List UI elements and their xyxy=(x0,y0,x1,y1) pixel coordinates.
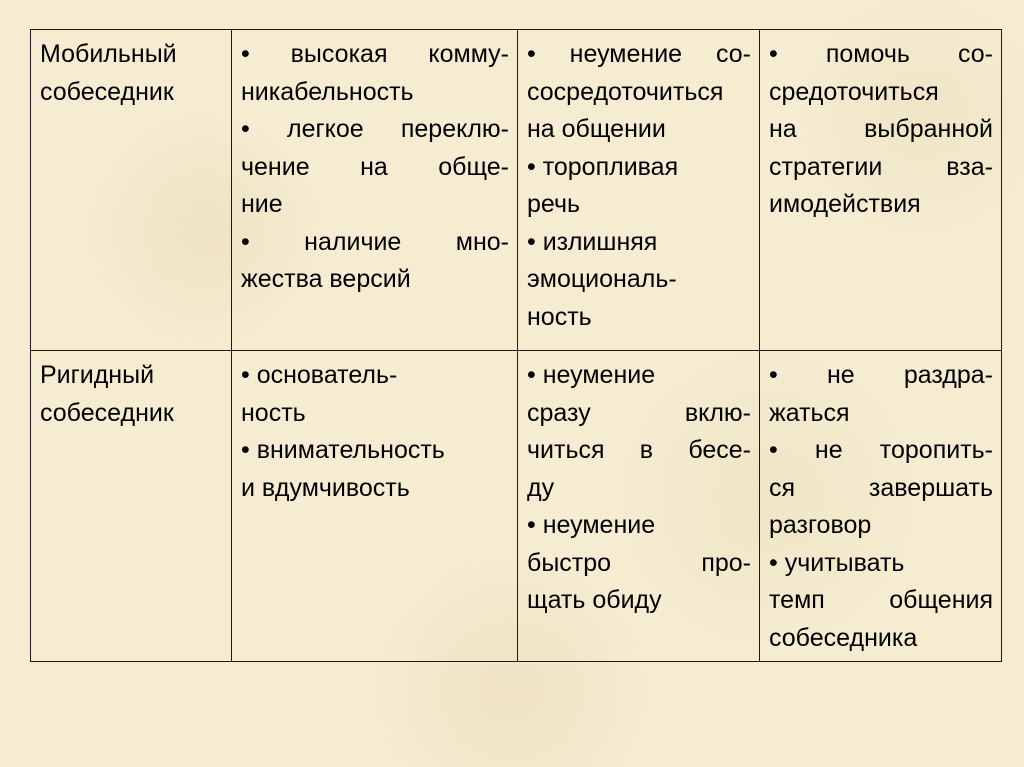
cell-text-line: • помочь со- xyxy=(769,40,993,68)
cell-text-line: сосредоточиться xyxy=(527,77,724,106)
cell-text-line: • внимательность xyxy=(241,436,445,464)
cell-text-line: сразу вклю- xyxy=(527,398,751,427)
row-label-line: собеседник xyxy=(40,77,174,106)
rigid-recommendations-cell xyxy=(760,351,1002,662)
cell-text-line: ность xyxy=(527,302,592,331)
cell-text-line: • основатель- xyxy=(241,361,398,389)
cell-text-line: эмоциональ- xyxy=(527,265,677,293)
cell-text-line: • неумение со- xyxy=(527,40,751,68)
cell-text-line: щать обиду xyxy=(527,586,662,614)
table-row-mobile xyxy=(31,30,1002,351)
cell-text-line: чение на обще- xyxy=(241,152,509,181)
mobile-recommendations-cell xyxy=(760,30,1002,351)
cell-text-line: • легкое переклю- xyxy=(241,115,509,143)
row-label-line: собеседник xyxy=(40,398,174,427)
row-label-line: Мобильный xyxy=(40,40,177,68)
cell-text-line: жаться xyxy=(769,398,850,427)
cell-text-line: • учитывать xyxy=(769,548,905,577)
mobile-strengths-cell xyxy=(232,30,518,351)
cell-text-line: речь xyxy=(527,190,581,218)
cell-text-line: • торопливая xyxy=(527,152,679,181)
cell-text-line: • наличие мно- xyxy=(241,227,509,256)
cell-text-line: ность xyxy=(241,398,306,427)
cell-text-line: жества версий xyxy=(241,265,411,293)
cell-text-line: темп общения xyxy=(769,586,993,614)
cell-text-line: ду xyxy=(527,473,555,502)
cell-text-line: быстро про- xyxy=(527,548,751,577)
cell-text-line: стратегии вза- xyxy=(769,152,993,181)
rigid-strengths-cell xyxy=(232,351,518,662)
row-label-line: Ригидный xyxy=(40,361,155,389)
cell-text-line: • неумение xyxy=(527,511,656,539)
cell-text-line: • излишняя xyxy=(527,227,658,256)
comparison-table xyxy=(30,29,1002,662)
cell-text-line: никабельность xyxy=(241,77,414,106)
row-label-mobile xyxy=(31,30,232,351)
row-label-rigid xyxy=(31,351,232,662)
cell-text-line: • неумение xyxy=(527,361,656,389)
cell-text-line: собеседника xyxy=(769,623,918,652)
cell-text-line: ние xyxy=(241,190,283,218)
cell-text-line: и вдумчивость xyxy=(241,473,410,502)
cell-text-line: имодействия xyxy=(769,190,921,218)
cell-text-line: читься в бесе- xyxy=(527,436,751,464)
table-row-rigid xyxy=(31,351,1002,662)
cell-text-line: на общении xyxy=(527,115,666,143)
cell-text-line: разговор xyxy=(769,511,872,539)
cell-text-line: • высокая комму- xyxy=(241,40,509,68)
rigid-weaknesses-cell xyxy=(518,351,760,662)
cell-text-line: на выбранной xyxy=(769,115,993,143)
cell-text-line: средоточиться xyxy=(769,77,939,106)
cell-text-line: ся завершать xyxy=(769,473,993,502)
cell-text-line: • не торопить- xyxy=(769,436,993,464)
mobile-weaknesses-cell xyxy=(518,30,760,351)
cell-text-line: • не раздра- xyxy=(769,361,993,389)
